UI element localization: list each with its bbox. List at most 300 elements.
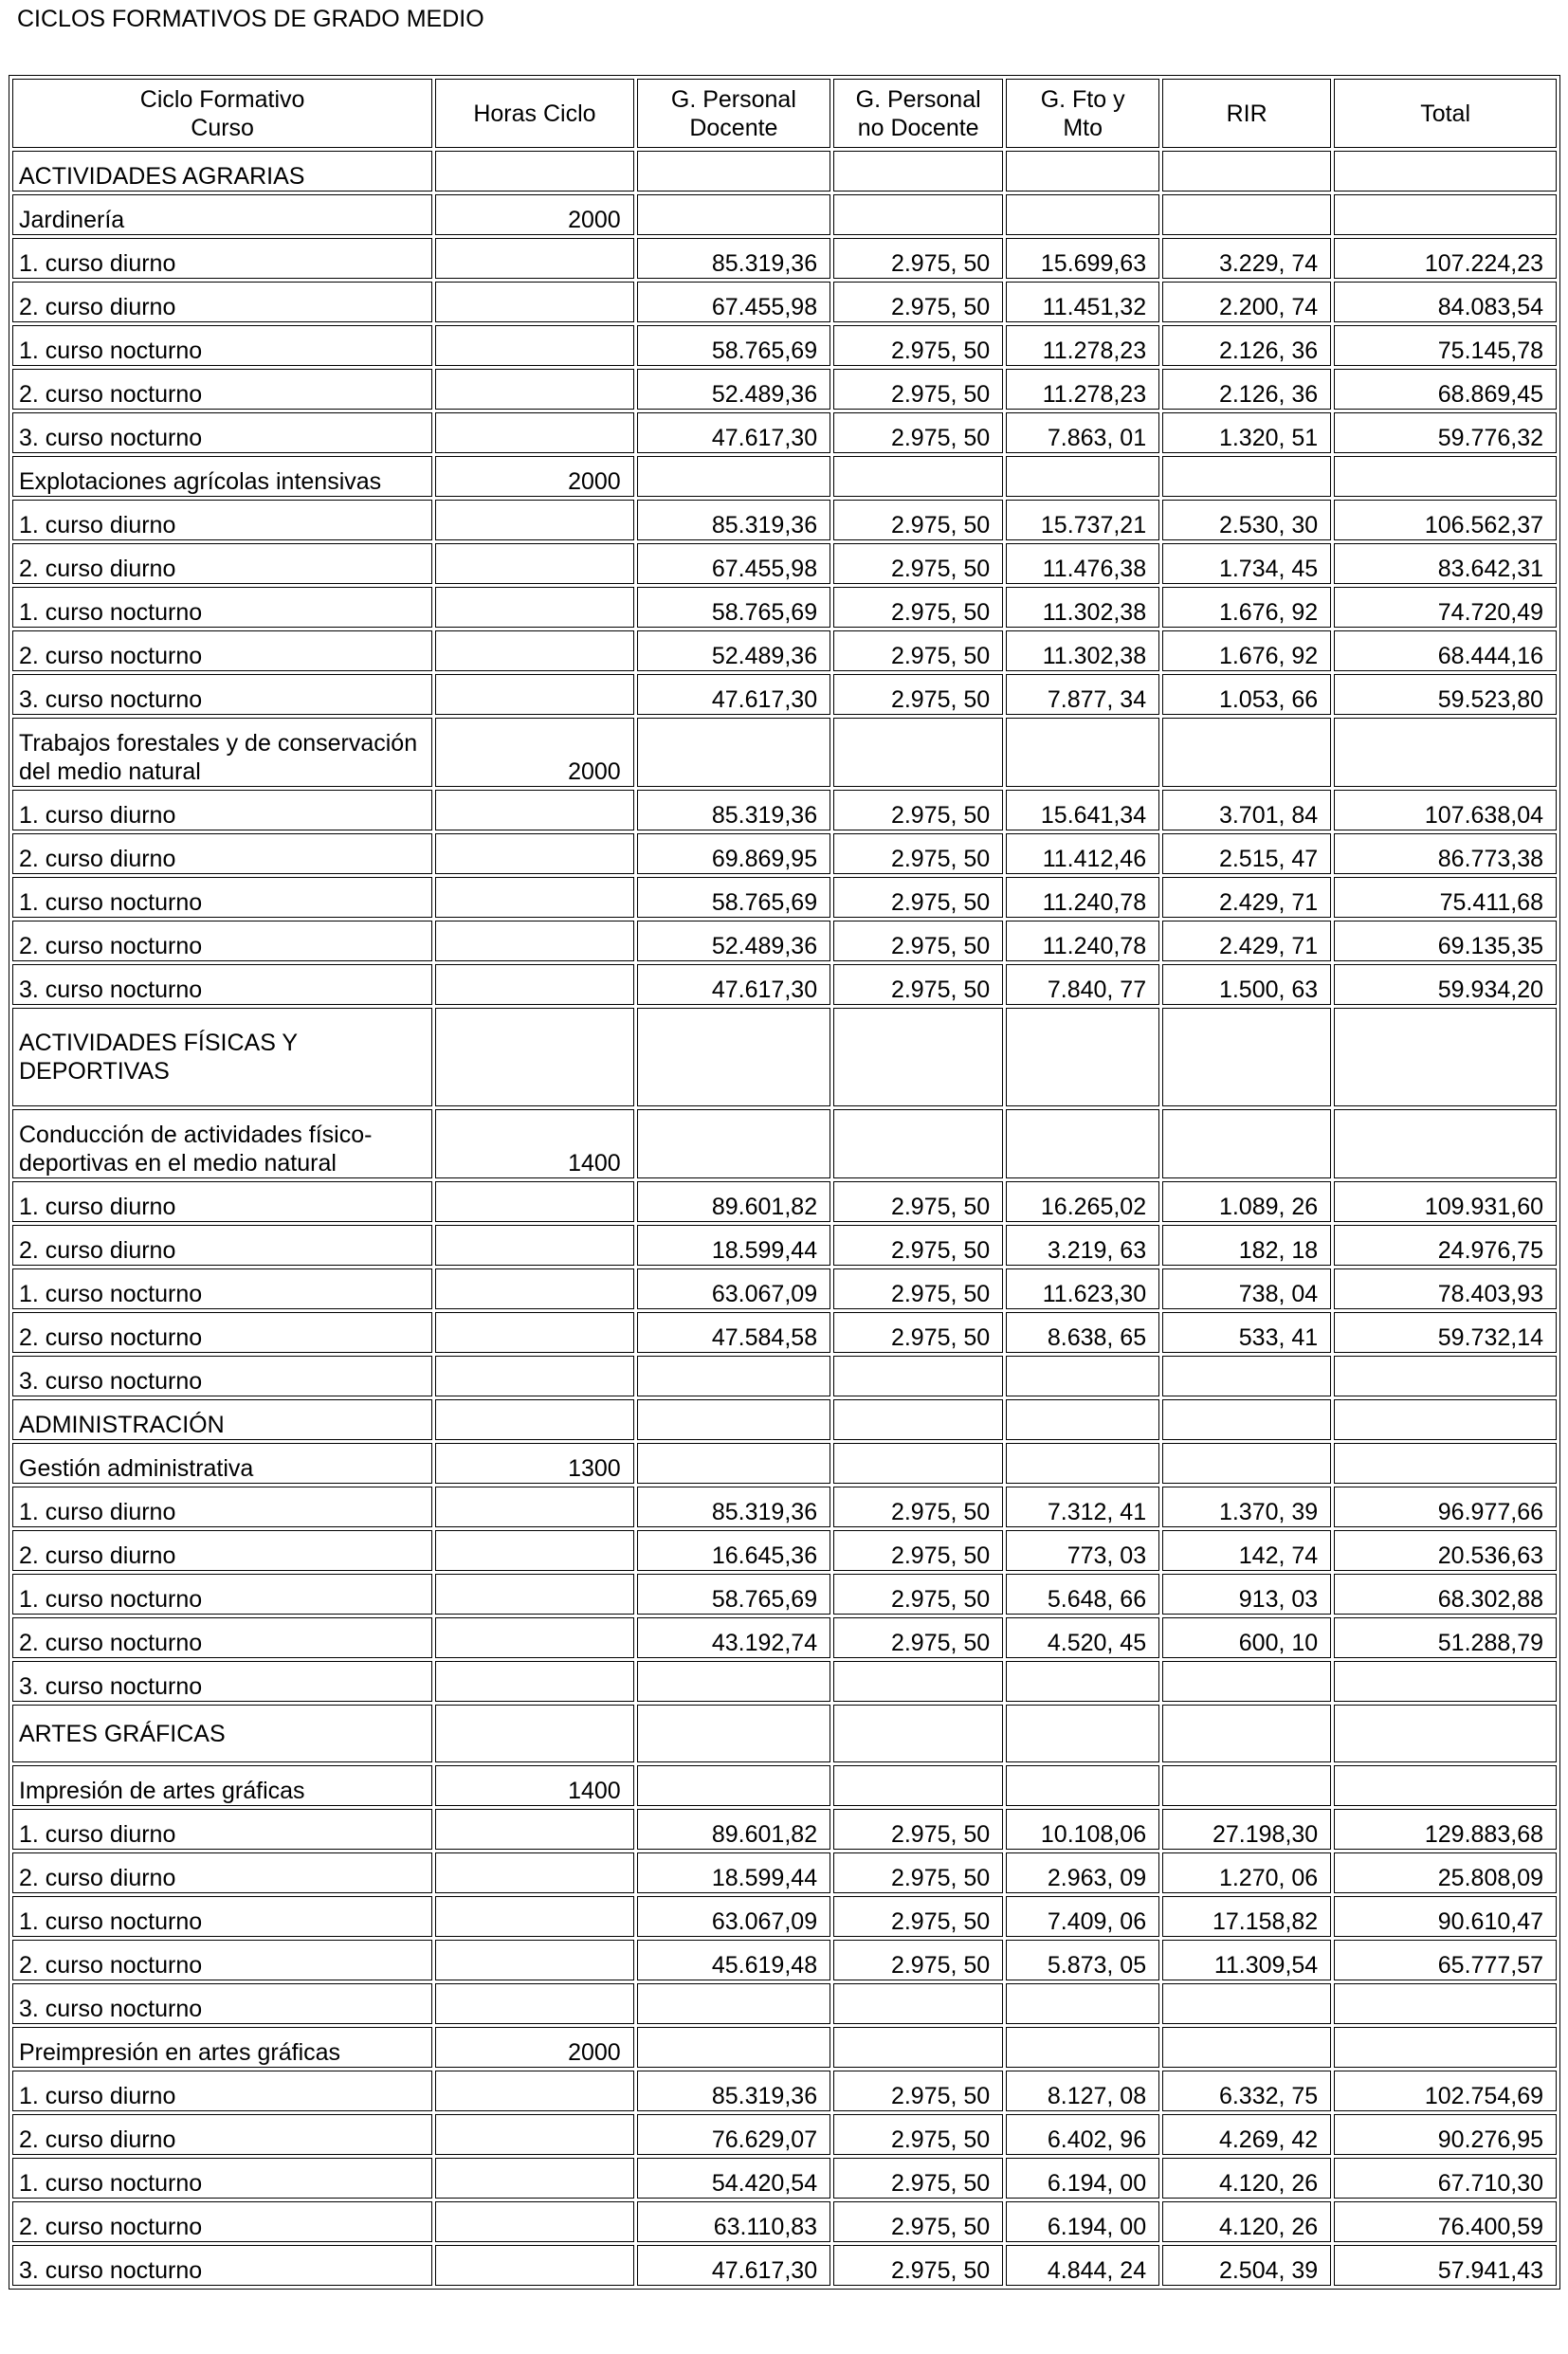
horas-cell: 2000: [435, 194, 633, 235]
personal-no-docente-cell: [833, 1399, 1003, 1440]
personal-no-docente-cell: 2.975, 50: [833, 500, 1003, 540]
personal-no-docente-cell: [833, 1765, 1003, 1806]
personal-no-docente-cell: 2.975, 50: [833, 2245, 1003, 2286]
personal-no-docente-cell: [833, 456, 1003, 497]
rir-cell: [1162, 718, 1331, 787]
rir-cell: 4.120, 26: [1162, 2201, 1331, 2242]
personal-docente-cell: [637, 1705, 830, 1762]
horas-cell: [435, 1181, 633, 1222]
personal-no-docente-cell: 2.975, 50: [833, 964, 1003, 1005]
total-cell: [1334, 1356, 1557, 1396]
personal-docente-cell: 16.645,36: [637, 1530, 830, 1571]
rir-cell: [1162, 1399, 1331, 1440]
horas-cell: [435, 964, 633, 1005]
fto-mto-cell: [1006, 1109, 1159, 1178]
curso-cell: 2. curso nocturno: [12, 630, 432, 671]
rir-cell: [1162, 1109, 1331, 1178]
total-cell: [1334, 1443, 1557, 1484]
fto-mto-cell: 6.194, 00: [1006, 2201, 1159, 2242]
curso-cell: 1. curso diurno: [12, 238, 432, 279]
curso-cell: Conducción de actividades físico-deportivas en el medio natural: [12, 1109, 432, 1178]
total-cell: 59.523,80: [1334, 674, 1557, 715]
curso-cell: 1. curso nocturno: [12, 2158, 432, 2199]
personal-no-docente-cell: 2.975, 50: [833, 369, 1003, 410]
total-cell: 90.276,95: [1334, 2114, 1557, 2155]
rir-cell: [1162, 1008, 1331, 1106]
personal-docente-cell: 67.455,98: [637, 282, 830, 322]
total-cell: [1334, 194, 1557, 235]
total-cell: 59.732,14: [1334, 1312, 1557, 1353]
personal-docente-cell: 69.869,95: [637, 833, 830, 874]
course-row: [12, 1574, 1557, 1615]
fto-mto-cell: 5.648, 66: [1006, 1574, 1159, 1615]
horas-cell: [435, 2201, 633, 2242]
curso-cell: 1. curso diurno: [12, 790, 432, 830]
fto-mto-cell: 8.127, 08: [1006, 2071, 1159, 2111]
total-cell: 25.808,09: [1334, 1852, 1557, 1893]
rir-cell: 11.309,54: [1162, 1940, 1331, 1980]
curso-cell: Impresión de artes gráficas: [12, 1765, 432, 1806]
total-cell: 86.773,38: [1334, 833, 1557, 874]
curso-cell: 1. curso diurno: [12, 1181, 432, 1222]
total-cell: [1334, 1008, 1557, 1106]
curso-cell: 3. curso nocturno: [12, 1356, 432, 1396]
personal-no-docente-cell: 2.975, 50: [833, 630, 1003, 671]
personal-docente-cell: 85.319,36: [637, 2071, 830, 2111]
course-row: [12, 674, 1557, 715]
total-cell: 78.403,93: [1334, 1268, 1557, 1309]
curso-cell: 3. curso nocturno: [12, 2245, 432, 2286]
course-row: [12, 1809, 1557, 1850]
horas-cell: [435, 2158, 633, 2199]
rir-cell: 2.200, 74: [1162, 282, 1331, 322]
curso-cell: 2. curso nocturno: [12, 369, 432, 410]
rir-cell: 2.429, 71: [1162, 877, 1331, 918]
fto-mto-cell: [1006, 1399, 1159, 1440]
horas-cell: [435, 2245, 633, 2286]
personal-docente-cell: [637, 1109, 830, 1178]
personal-docente-cell: 58.765,69: [637, 587, 830, 628]
course-row: [12, 1617, 1557, 1658]
total-cell: 83.642,31: [1334, 543, 1557, 584]
total-cell: 69.135,35: [1334, 921, 1557, 961]
header-text-line: Mto: [1063, 114, 1103, 141]
horas-cell: [435, 151, 633, 192]
fto-mto-cell: 773, 03: [1006, 1530, 1159, 1571]
personal-docente-cell: 63.067,09: [637, 1268, 830, 1309]
curso-cell: 1. curso nocturno: [12, 1268, 432, 1309]
fto-mto-cell: 11.240,78: [1006, 921, 1159, 961]
rir-cell: [1162, 194, 1331, 235]
total-cell: 68.869,45: [1334, 369, 1557, 410]
horas-cell: [435, 1617, 633, 1658]
rir-cell: 2.126, 36: [1162, 369, 1331, 410]
personal-docente-cell: 63.067,09: [637, 1896, 830, 1937]
header-fto-mto: [1006, 79, 1159, 148]
horas-cell: [435, 1487, 633, 1527]
personal-docente-cell: 63.110,83: [637, 2201, 830, 2242]
curso-cell: Explotaciones agrícolas intensivas: [12, 456, 432, 497]
header-total: [1334, 79, 1557, 148]
fto-mto-cell: [1006, 1356, 1159, 1396]
course-row: [12, 412, 1557, 453]
personal-docente-cell: 85.319,36: [637, 790, 830, 830]
total-cell: 107.638,04: [1334, 790, 1557, 830]
personal-no-docente-cell: [833, 151, 1003, 192]
personal-no-docente-cell: [833, 1983, 1003, 2024]
horas-cell: [435, 282, 633, 322]
total-cell: 106.562,37: [1334, 500, 1557, 540]
fto-mto-cell: [1006, 718, 1159, 787]
rir-cell: 2.504, 39: [1162, 2245, 1331, 2286]
header-text-line: Horas Ciclo: [473, 100, 596, 127]
horas-cell: [435, 1356, 633, 1396]
rir-cell: 1.370, 39: [1162, 1487, 1331, 1527]
horas-cell: [435, 1312, 633, 1353]
total-cell: [1334, 1109, 1557, 1178]
personal-no-docente-cell: 2.975, 50: [833, 1268, 1003, 1309]
family-row: [12, 1399, 1557, 1440]
personal-no-docente-cell: 2.975, 50: [833, 325, 1003, 366]
rir-cell: 2.530, 30: [1162, 500, 1331, 540]
fto-mto-cell: [1006, 1661, 1159, 1702]
course-row: [12, 630, 1557, 671]
horas-cell: [435, 1225, 633, 1266]
curso-cell: 3. curso nocturno: [12, 674, 432, 715]
rir-cell: [1162, 1765, 1331, 1806]
curso-cell: ACTIVIDADES AGRARIAS: [12, 151, 432, 192]
horas-cell: [435, 674, 633, 715]
course-row: [12, 543, 1557, 584]
fto-mto-cell: 11.476,38: [1006, 543, 1159, 584]
family-row: [12, 1008, 1557, 1106]
personal-docente-cell: 47.617,30: [637, 964, 830, 1005]
fto-mto-cell: 7.409, 06: [1006, 1896, 1159, 1937]
horas-cell: [435, 1574, 633, 1615]
rir-cell: [1162, 1983, 1331, 2024]
total-cell: 68.444,16: [1334, 630, 1557, 671]
cycle-row: [12, 1109, 1557, 1178]
curso-cell: 2. curso diurno: [12, 2114, 432, 2155]
cycle-row: [12, 194, 1557, 235]
rir-cell: 4.120, 26: [1162, 2158, 1331, 2199]
personal-no-docente-cell: 2.975, 50: [833, 1312, 1003, 1353]
rir-cell: 27.198,30: [1162, 1809, 1331, 1850]
cycle-row: [12, 1443, 1557, 1484]
cycle-row: [12, 456, 1557, 497]
rir-cell: 1.270, 06: [1162, 1852, 1331, 1893]
header-text-line: RIR: [1226, 100, 1267, 127]
personal-docente-cell: [637, 2027, 830, 2068]
curso-cell: 2. curso nocturno: [12, 2201, 432, 2242]
header-text-line: G. Personal: [855, 85, 981, 113]
course-row: [12, 2114, 1557, 2155]
course-row: [12, 587, 1557, 628]
personal-no-docente-cell: 2.975, 50: [833, 877, 1003, 918]
total-cell: 102.754,69: [1334, 2071, 1557, 2111]
horas-cell: [435, 1661, 633, 1702]
personal-docente-cell: [637, 1765, 830, 1806]
fto-mto-cell: [1006, 456, 1159, 497]
total-cell: 65.777,57: [1334, 1940, 1557, 1980]
horas-cell: [435, 369, 633, 410]
header-personal-no-docente: [833, 79, 1003, 148]
rir-cell: [1162, 2027, 1331, 2068]
horas-cell: [435, 1705, 633, 1762]
curso-cell: 2. curso nocturno: [12, 921, 432, 961]
personal-docente-cell: 89.601,82: [637, 1181, 830, 1222]
rir-cell: 913, 03: [1162, 1574, 1331, 1615]
rir-cell: 738, 04: [1162, 1268, 1331, 1309]
personal-no-docente-cell: 2.975, 50: [833, 2114, 1003, 2155]
horas-cell: [435, 1809, 633, 1850]
horas-cell: [435, 587, 633, 628]
personal-no-docente-cell: [833, 1443, 1003, 1484]
personal-docente-cell: 76.629,07: [637, 2114, 830, 2155]
header-text-line: Docente: [689, 114, 778, 141]
personal-no-docente-cell: 2.975, 50: [833, 1487, 1003, 1527]
rir-cell: 1.676, 92: [1162, 630, 1331, 671]
total-cell: [1334, 2027, 1557, 2068]
personal-docente-cell: 58.765,69: [637, 325, 830, 366]
curso-cell: Trabajos forestales y de conservación del medio natural: [12, 718, 432, 787]
course-row: [12, 921, 1557, 961]
total-cell: 68.302,88: [1334, 1574, 1557, 1615]
personal-no-docente-cell: 2.975, 50: [833, 1530, 1003, 1571]
course-row: [12, 1940, 1557, 1980]
curso-cell: 2. curso diurno: [12, 282, 432, 322]
curso-cell: ACTIVIDADES FÍSICAS Y DEPORTIVAS: [12, 1008, 432, 1106]
curso-cell: Jardinería: [12, 194, 432, 235]
rir-cell: [1162, 1356, 1331, 1396]
curso-cell: 1. curso diurno: [12, 2071, 432, 2111]
header-text-line: Total: [1420, 100, 1470, 127]
curso-cell: 2. curso nocturno: [12, 1617, 432, 1658]
personal-no-docente-cell: 2.975, 50: [833, 543, 1003, 584]
personal-docente-cell: 85.319,36: [637, 1487, 830, 1527]
horas-cell: [435, 500, 633, 540]
fto-mto-cell: 16.265,02: [1006, 1181, 1159, 1222]
fto-mto-cell: 6.194, 00: [1006, 2158, 1159, 2199]
personal-no-docente-cell: [833, 1356, 1003, 1396]
personal-docente-cell: [637, 1983, 830, 2024]
horas-cell: [435, 1008, 633, 1106]
fto-mto-cell: [1006, 1765, 1159, 1806]
rir-cell: 6.332, 75: [1162, 2071, 1331, 2111]
total-cell: [1334, 456, 1557, 497]
course-row: [12, 877, 1557, 918]
total-cell: 75.145,78: [1334, 325, 1557, 366]
personal-no-docente-cell: [833, 1008, 1003, 1106]
cycle-row: [12, 1765, 1557, 1806]
course-row: [12, 1487, 1557, 1527]
rir-cell: 1.734, 45: [1162, 543, 1331, 584]
curso-cell: 1. curso nocturno: [12, 1574, 432, 1615]
personal-docente-cell: 45.619,48: [637, 1940, 830, 1980]
fto-mto-cell: 7.863, 01: [1006, 412, 1159, 453]
horas-cell: [435, 1852, 633, 1893]
curso-cell: 3. curso nocturno: [12, 964, 432, 1005]
family-row: [12, 1705, 1557, 1762]
horas-cell: [435, 833, 633, 874]
fto-mto-cell: [1006, 1008, 1159, 1106]
rir-cell: 2.126, 36: [1162, 325, 1331, 366]
horas-cell: [435, 921, 633, 961]
horas-cell: 2000: [435, 456, 633, 497]
personal-docente-cell: 67.455,98: [637, 543, 830, 584]
personal-docente-cell: 52.489,36: [637, 369, 830, 410]
course-row: [12, 2245, 1557, 2286]
personal-no-docente-cell: 2.975, 50: [833, 238, 1003, 279]
horas-cell: [435, 2114, 633, 2155]
horas-cell: [435, 790, 633, 830]
family-row: [12, 151, 1557, 192]
horas-cell: [435, 1268, 633, 1309]
header-text-line: Curso: [191, 114, 254, 141]
horas-cell: [435, 877, 633, 918]
course-row: [12, 369, 1557, 410]
rir-cell: 182, 18: [1162, 1225, 1331, 1266]
personal-docente-cell: [637, 1008, 830, 1106]
horas-cell: [435, 1399, 633, 1440]
fto-mto-cell: [1006, 1443, 1159, 1484]
personal-no-docente-cell: 2.975, 50: [833, 1225, 1003, 1266]
fto-mto-cell: 11.302,38: [1006, 630, 1159, 671]
rir-cell: 2.515, 47: [1162, 833, 1331, 874]
personal-no-docente-cell: 2.975, 50: [833, 2158, 1003, 2199]
rir-cell: [1162, 1443, 1331, 1484]
total-cell: 129.883,68: [1334, 1809, 1557, 1850]
personal-docente-cell: 58.765,69: [637, 877, 830, 918]
fto-mto-cell: 6.402, 96: [1006, 2114, 1159, 2155]
personal-no-docente-cell: 2.975, 50: [833, 587, 1003, 628]
curso-cell: 2. curso diurno: [12, 543, 432, 584]
personal-docente-cell: [637, 151, 830, 192]
fto-mto-cell: [1006, 151, 1159, 192]
rir-cell: 600, 10: [1162, 1617, 1331, 1658]
course-row: [12, 2158, 1557, 2199]
personal-no-docente-cell: 2.975, 50: [833, 674, 1003, 715]
personal-no-docente-cell: [833, 2027, 1003, 2068]
rir-cell: 3.229, 74: [1162, 238, 1331, 279]
total-cell: 20.536,63: [1334, 1530, 1557, 1571]
fto-mto-cell: [1006, 1983, 1159, 2024]
total-cell: 109.931,60: [1334, 1181, 1557, 1222]
fto-mto-cell: 10.108,06: [1006, 1809, 1159, 1850]
horas-cell: 2000: [435, 718, 633, 787]
curso-cell: Gestión administrativa: [12, 1443, 432, 1484]
total-cell: 96.977,66: [1334, 1487, 1557, 1527]
horas-cell: [435, 1896, 633, 1937]
total-cell: 51.288,79: [1334, 1617, 1557, 1658]
fto-mto-cell: 11.623,30: [1006, 1268, 1159, 1309]
fto-mto-cell: 4.520, 45: [1006, 1617, 1159, 1658]
personal-docente-cell: [637, 718, 830, 787]
header-rir: [1162, 79, 1331, 148]
personal-docente-cell: 54.420,54: [637, 2158, 830, 2199]
course-row: [12, 964, 1557, 1005]
personal-docente-cell: 52.489,36: [637, 630, 830, 671]
curso-cell: 1. curso nocturno: [12, 1896, 432, 1937]
course-row: [12, 2201, 1557, 2242]
total-cell: 24.976,75: [1334, 1225, 1557, 1266]
fto-mto-cell: 8.638, 65: [1006, 1312, 1159, 1353]
personal-no-docente-cell: [833, 1661, 1003, 1702]
horas-cell: [435, 543, 633, 584]
rir-cell: [1162, 1705, 1331, 1762]
horas-cell: 1300: [435, 1443, 633, 1484]
horas-cell: [435, 238, 633, 279]
course-row: [12, 238, 1557, 279]
course-row: [12, 500, 1557, 540]
horas-cell: [435, 1940, 633, 1980]
course-row: [12, 1852, 1557, 1893]
personal-docente-cell: [637, 1443, 830, 1484]
curso-cell: 3. curso nocturno: [12, 1661, 432, 1702]
curso-cell: 2. curso diurno: [12, 1225, 432, 1266]
course-row: [12, 1225, 1557, 1266]
course-row: [12, 790, 1557, 830]
personal-docente-cell: [637, 1661, 830, 1702]
horas-cell: [435, 2071, 633, 2111]
personal-docente-cell: 85.319,36: [637, 500, 830, 540]
rir-cell: 17.158,82: [1162, 1896, 1331, 1937]
fto-mto-cell: 15.699,63: [1006, 238, 1159, 279]
curso-cell: 3. curso nocturno: [12, 1983, 432, 2024]
curso-cell: 2. curso diurno: [12, 1852, 432, 1893]
rir-cell: 533, 41: [1162, 1312, 1331, 1353]
fto-mto-cell: 15.737,21: [1006, 500, 1159, 540]
personal-no-docente-cell: 2.975, 50: [833, 1940, 1003, 1980]
personal-docente-cell: 52.489,36: [637, 921, 830, 961]
fto-mto-cell: 2.963, 09: [1006, 1852, 1159, 1893]
curso-cell: 2. curso nocturno: [12, 1940, 432, 1980]
personal-no-docente-cell: [833, 1109, 1003, 1178]
course-row: [12, 1661, 1557, 1702]
course-row: [12, 1181, 1557, 1222]
personal-docente-cell: 47.584,58: [637, 1312, 830, 1353]
curso-cell: 1. curso diurno: [12, 500, 432, 540]
rir-cell: 1.320, 51: [1162, 412, 1331, 453]
fto-mto-cell: 5.873, 05: [1006, 1940, 1159, 1980]
personal-docente-cell: 89.601,82: [637, 1809, 830, 1850]
fto-mto-cell: [1006, 2027, 1159, 2068]
rir-cell: 2.429, 71: [1162, 921, 1331, 961]
header-text-line: G. Fto y: [1040, 85, 1125, 113]
horas-cell: [435, 630, 633, 671]
total-cell: [1334, 1705, 1557, 1762]
curso-cell: 2. curso diurno: [12, 833, 432, 874]
personal-no-docente-cell: 2.975, 50: [833, 921, 1003, 961]
course-row: [12, 1983, 1557, 2024]
personal-no-docente-cell: 2.975, 50: [833, 790, 1003, 830]
total-cell: [1334, 718, 1557, 787]
personal-docente-cell: 47.617,30: [637, 2245, 830, 2286]
fto-mto-cell: 7.877, 34: [1006, 674, 1159, 715]
fto-mto-cell: [1006, 1705, 1159, 1762]
rir-cell: 1.500, 63: [1162, 964, 1331, 1005]
curso-cell: 1. curso nocturno: [12, 877, 432, 918]
total-cell: 57.941,43: [1334, 2245, 1557, 2286]
curso-cell: Preimpresión en artes gráficas: [12, 2027, 432, 2068]
personal-no-docente-cell: 2.975, 50: [833, 1181, 1003, 1222]
curso-cell: ADMINISTRACIÓN: [12, 1399, 432, 1440]
course-row: [12, 1530, 1557, 1571]
fto-mto-cell: 7.840, 77: [1006, 964, 1159, 1005]
horas-cell: [435, 325, 633, 366]
document-title: CICLOS FORMATIVOS DE GRADO MEDIO: [17, 6, 484, 32]
header-horas-ciclo: [435, 79, 633, 148]
